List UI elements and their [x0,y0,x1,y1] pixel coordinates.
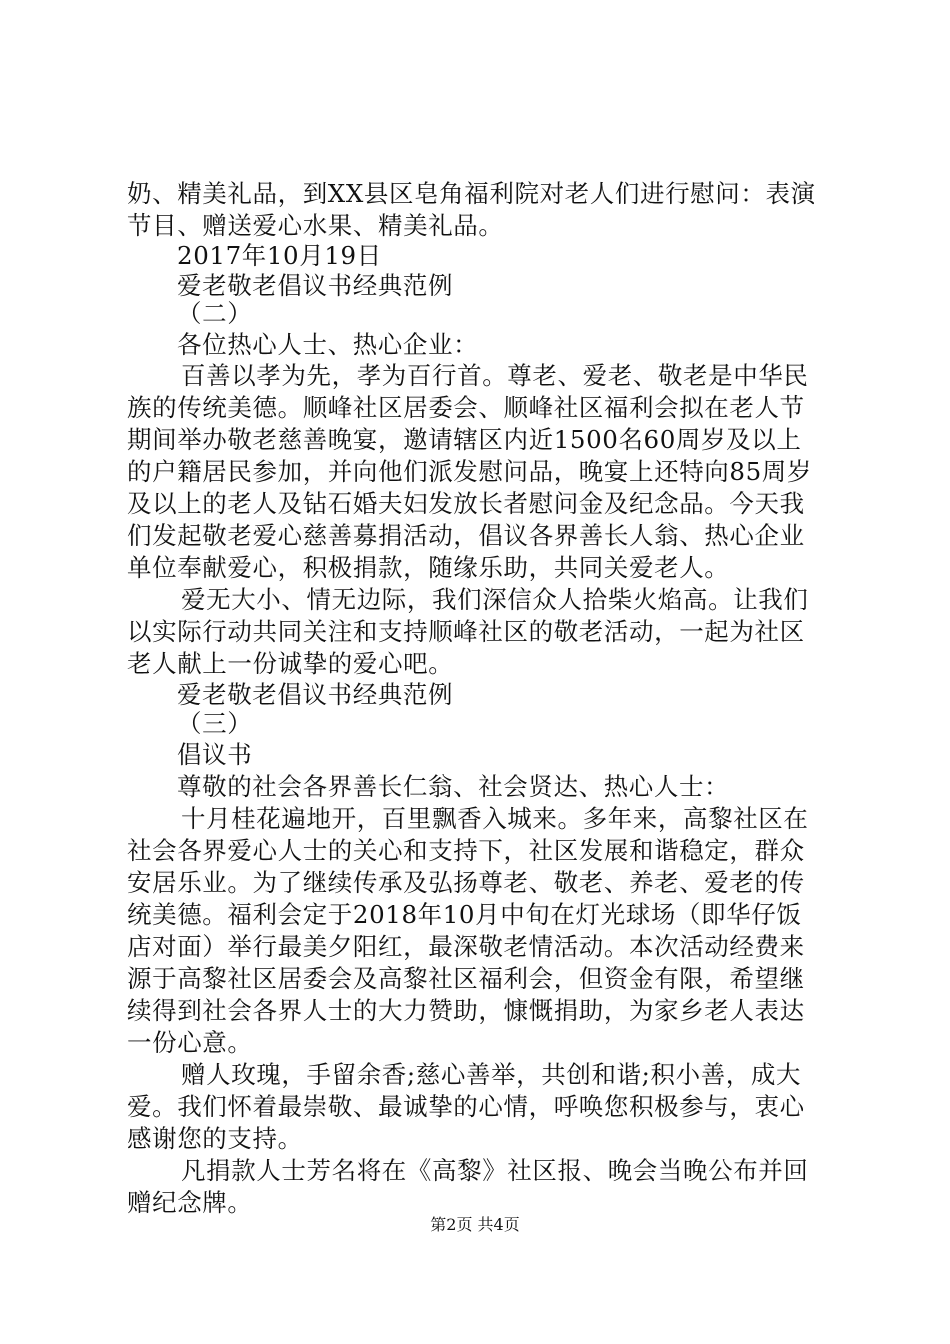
text-line: 统美德。福利会定于2018年10月中旬在灯光球场（即华仔饭 [127,900,802,929]
text-line: 期间举办敬老慈善晚宴，邀请辖区内近1500名60周岁及以上 [127,425,802,454]
text-line: 以实际行动共同关注和支持顺峰社区的敬老活动，一起为社区 [127,617,805,646]
text-line: 的户籍居民参加，并向他们派发慰问品，晚宴上还特向85周岁 [127,457,812,486]
text-line: 爱。我们怀着最崇敬、最诚挚的心情，呼唤您积极参与，衷心 [127,1092,805,1121]
section-number: （二） [177,299,253,328]
text-line: 凡捐款人士芳名将在《高黎》社区报、晚会当晚公布并回 [181,1156,809,1185]
text-line: 源于高黎社区居委会及高黎社区福利会，但资金有限，希望继 [127,964,805,993]
text-line: 一份心意。 [127,1028,253,1057]
salutation: 尊敬的社会各界善长仁翁、社会贤达、热心人士： [177,772,730,801]
text-line: 百善以孝为先，孝为百行首。尊老、爱老、敬老是中华民 [181,361,809,390]
text-line: 赠纪念牌。 [127,1188,253,1217]
text-line: 爱无大小、情无边际，我们深信众人拾柴火焰高。让我们 [181,585,809,614]
text-line: 店对面）举行最美夕阳红，最深敬老情活动。本次活动经费来 [127,932,805,961]
text-line: 节目、赠送爱心水果、精美礼品。 [127,211,504,240]
text-line: 奶、精美礼品，到XX县区皂角福利院对老人们进行慰问：表演 [127,179,816,208]
date-line: 2017年10月19日 [177,241,382,270]
text-line: 及以上的老人及钻石婚夫妇发放长者慰问金及纪念品。今天我 [127,489,805,518]
text-line: 安居乐业。为了继续传承及弘扬尊老、敬老、养老、爱老的传 [127,868,805,897]
section-title: 爱老敬老倡议书经典范例 [177,680,454,709]
text-line: 们发起敬老爱心慈善募捐活动，倡议各界善长人翁、热心企业 [127,521,805,550]
page-footer: 第2页 共4页 [430,1215,520,1234]
text-line: 单位奉献爱心，积极捐款，随缘乐助，共同关爱老人。 [127,553,730,582]
text-line: 族的传统美德。顺峰社区居委会、顺峰社区福利会拟在老人节 [127,393,805,422]
section-title: 爱老敬老倡议书经典范例 [177,271,454,300]
text-line: 赠人玫瑰，手留余香;慈心善举，共创和谐;积小善，成大 [181,1060,802,1089]
text-line: 十月桂花遍地开，百里飘香入城来。多年来，高黎社区在 [181,804,809,833]
salutation: 各位热心人士、热心企业： [177,330,479,359]
text-line: 老人献上一份诚挚的爱心吧。 [127,649,454,678]
text-line: 续得到社会各界人士的大力赞助，慷慨捐助，为家乡老人表达 [127,996,805,1025]
text-line: 感谢您的支持。 [127,1124,303,1153]
document-heading: 倡议书 [177,740,253,769]
section-number: （三） [177,709,253,738]
text-line: 社会各界爱心人士的关心和支持下，社区发展和谐稳定，群众 [127,836,805,865]
